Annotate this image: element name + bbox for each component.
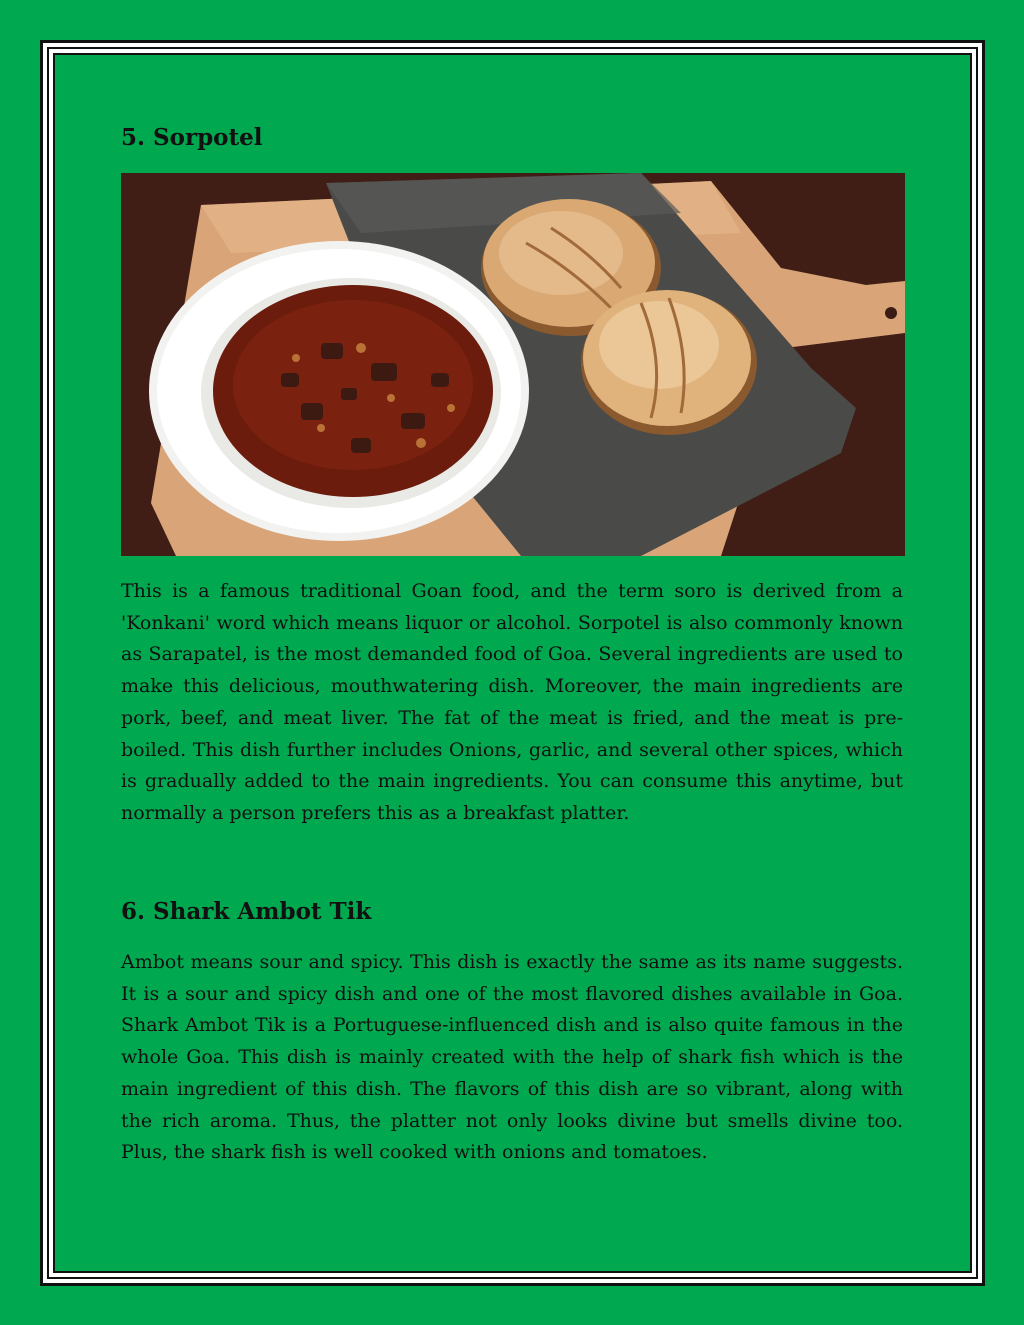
shark-ambot-tik-description: Ambot means sour and spicy. This dish is exactly the same as its name suggests. It is a sour and spicy dish and one of the most flavored dishes available in Goa. Shark Ambot Tik is a Portuguese-influenced dish and is also quite famous in the whole Goa. This dish is mainly created with the help of shark fish which is the main ingredient of this dish. The flavors of this dish are so vibrant, along with the rich aroma. Thus, the platter not only looks divine but smells divine too. Plus, the shark fish is well cooked with onions and tomatoes.	[121, 951, 903, 1164]
sorpotel-photo	[121, 173, 905, 556]
sorpotel-description: This is a famous traditional Goan food, and the term soro is derived from a 'Konkani' word which means liquor or alcohol. Sorpotel is also commonly known as Sarapatel, is the most demanded food of Goa. Several ingredients are used to make this delicious, mouthwatering dish. Moreover, the main ingredients are pork, beef, and meat liver. The fat of the meat is fried, and the meat is pre-boiled. This dish further includes Onions, garlic, and several other spices, which is gradually added to the main ingredients. You can consume this anytime, but normally a person prefers this as a breakfast platter.	[121, 580, 903, 824]
section-heading-shark-ambot-tik: 6. Shark Ambot Tik	[121, 898, 372, 925]
section-heading-sorpotel: 5. Sorpotel	[121, 124, 263, 151]
